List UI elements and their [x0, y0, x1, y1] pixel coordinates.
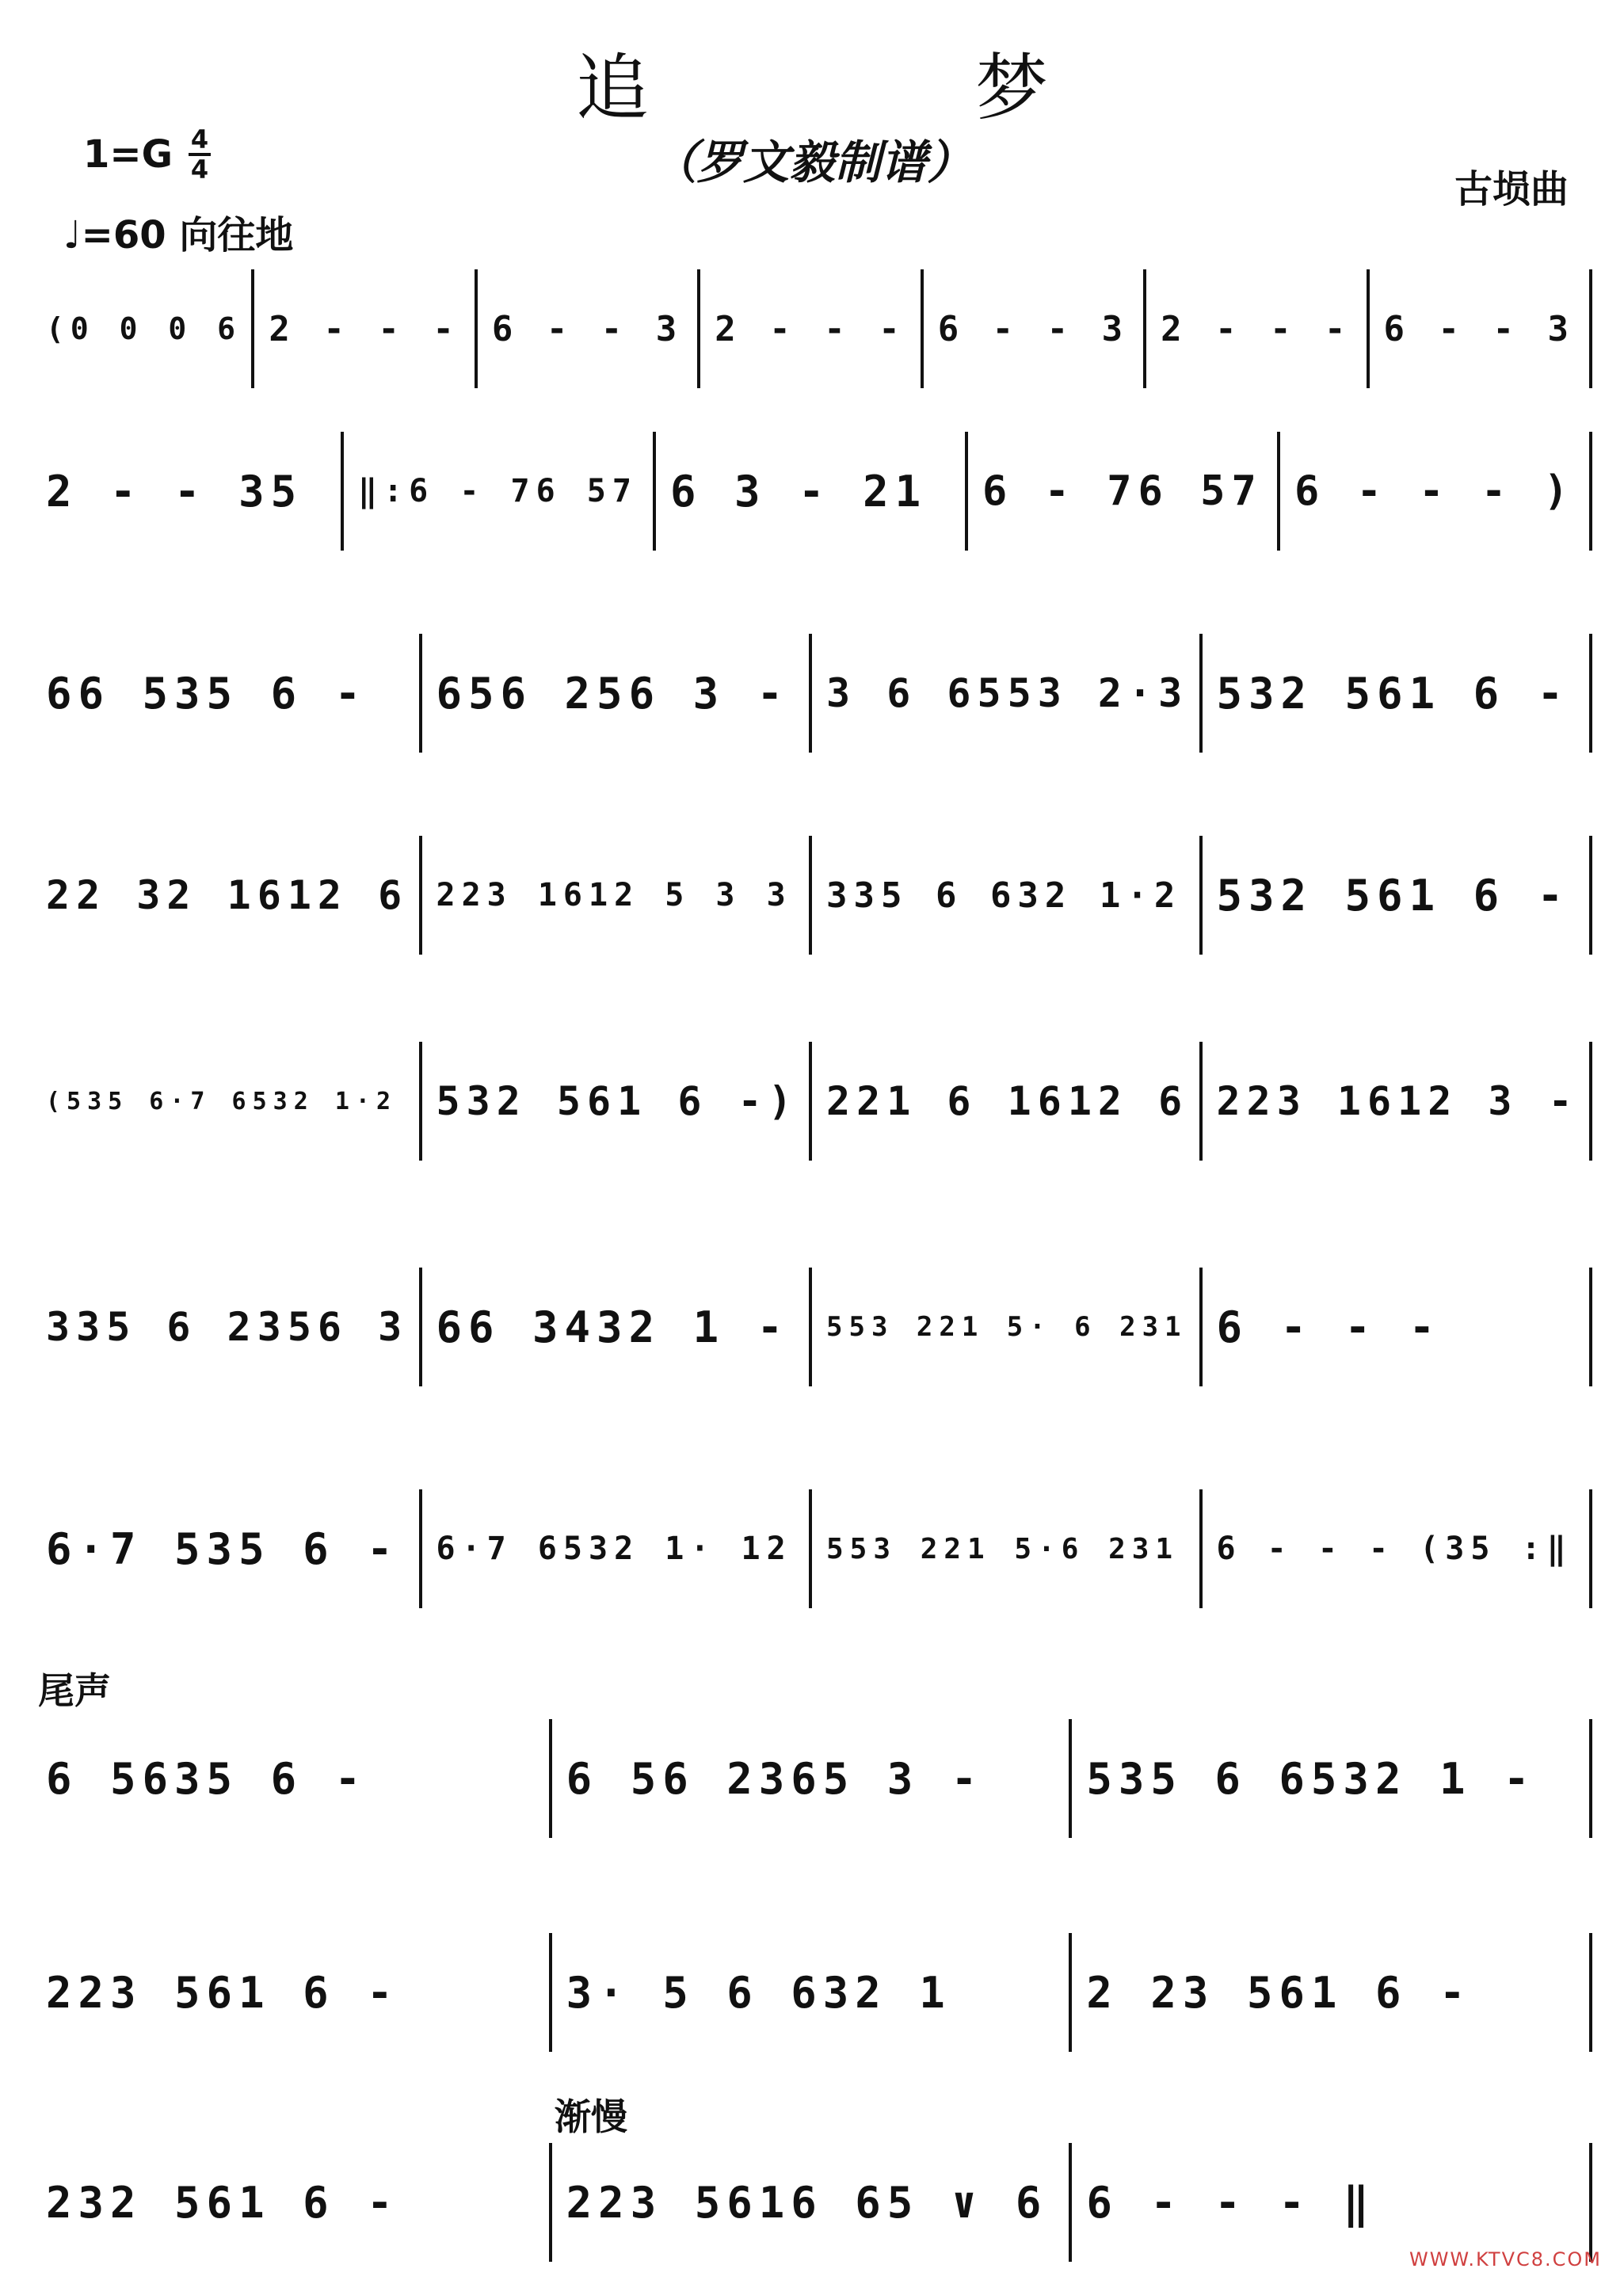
- measure-notes: 553 221 5· 6 231: [826, 1311, 1188, 1343]
- measure: [1203, 836, 1593, 955]
- measure: [422, 1042, 813, 1161]
- measure: [1072, 2143, 1592, 2262]
- measure-row: [32, 269, 1592, 388]
- composer: 古埙曲: [1454, 167, 1569, 212]
- score-system: [32, 1719, 1592, 1838]
- measure: [1203, 1489, 1593, 1608]
- measure-notes: 6 - - -: [1216, 1302, 1442, 1352]
- measure: [32, 1042, 422, 1161]
- score-system: [32, 432, 1592, 551]
- measure-notes: 335 6 2356 3: [46, 1304, 409, 1350]
- measure: [552, 1933, 1073, 2052]
- measure-row: [32, 1268, 1592, 1386]
- measure-notes: 2 - - -: [715, 308, 906, 349]
- measure-notes: (0 0 0 6: [46, 311, 242, 346]
- measure: [812, 1042, 1203, 1161]
- measure-notes: 2 - - -: [269, 308, 460, 349]
- measure: [552, 2143, 1073, 2262]
- measure-notes: 223 5616 65 ∨ 6: [566, 2177, 1048, 2228]
- score-system: [32, 1268, 1592, 1386]
- measure: [700, 269, 923, 388]
- measure-notes: 335 6 632 1·2: [826, 875, 1182, 916]
- measure-row: [32, 432, 1592, 551]
- measure-notes: 656 256 3 -: [436, 668, 790, 719]
- measure: [1072, 1933, 1592, 2052]
- measure-notes: 3 6 6553 2·3: [826, 670, 1189, 716]
- measure: [32, 269, 254, 388]
- watermark: WWW.KTVC8.COM: [1409, 2248, 1602, 2270]
- measure-row: [32, 2143, 1592, 2262]
- measure-notes: 2 - - 35: [46, 466, 303, 517]
- measure: [1203, 634, 1593, 753]
- measure: [32, 1489, 422, 1608]
- measure-notes: 553 221 5·6 231: [826, 1532, 1180, 1565]
- measure-row: [32, 836, 1592, 955]
- measure: [812, 1489, 1203, 1608]
- score-system: [32, 836, 1592, 955]
- measure: [1146, 269, 1369, 388]
- measure: [656, 432, 968, 551]
- measure-row: [32, 634, 1592, 753]
- ritardando-label: 渐慢: [555, 2095, 627, 2138]
- measure: [32, 1268, 422, 1386]
- measure: [32, 2143, 552, 2262]
- time-bottom: 4: [190, 154, 209, 185]
- measure-notes: 221 6 1612 6: [826, 1078, 1189, 1124]
- measure: [812, 836, 1203, 955]
- measure: [1280, 432, 1592, 551]
- measure: [422, 1489, 813, 1608]
- measure: [812, 634, 1203, 753]
- measure: [1203, 1042, 1593, 1161]
- measure: [254, 269, 477, 388]
- measure: [422, 634, 813, 753]
- measure: [32, 1719, 552, 1838]
- tempo-marking: ♩=60 向往地: [63, 213, 294, 257]
- measure-notes: 532 561 6 -): [436, 1078, 799, 1124]
- measure-row: [32, 1719, 1592, 1838]
- measure-notes: 6 - 76 57: [982, 467, 1263, 515]
- page-title: 追 梦: [575, 46, 1175, 131]
- measure-notes: 232 561 6 -: [46, 2177, 399, 2228]
- measure-notes: 6 - - - ): [1294, 467, 1575, 515]
- measure-notes: 6 - - - (35 :‖: [1216, 1531, 1573, 1567]
- measure-notes: 223 1612 3 -: [1216, 1078, 1579, 1124]
- measure-notes: 22 32 1612 6: [46, 872, 409, 918]
- measure-notes: 532 561 6 -: [1216, 870, 1570, 921]
- score-system: [32, 1042, 1592, 1161]
- measure-notes: 6 3 - 21: [670, 466, 928, 517]
- measure-notes: 2 23 561 6 -: [1086, 1967, 1472, 2018]
- time-signature: [189, 124, 211, 185]
- key-signature: [83, 124, 211, 185]
- time-top: 4: [190, 124, 209, 154]
- measure-notes: 6 - - 3: [937, 308, 1130, 349]
- measure: [32, 634, 422, 753]
- measure-notes: 6 56 2365 3 -: [566, 1753, 984, 1804]
- score-system: [32, 1933, 1592, 2052]
- score-system: [32, 2143, 1592, 2262]
- measure-notes: 532 561 6 -: [1216, 668, 1570, 719]
- measure: [924, 269, 1146, 388]
- measure: [478, 269, 700, 388]
- key-label: 1=G: [83, 132, 173, 177]
- measure-notes: 66 535 6 -: [46, 668, 368, 719]
- measure-notes: 6·7 6532 1· 12: [436, 1531, 792, 1567]
- measure-notes: 223 1612 5 3 3: [436, 877, 792, 913]
- coda-label: 尾声: [38, 1669, 111, 1712]
- measure: [32, 836, 422, 955]
- measure: [32, 432, 344, 551]
- score-system: [32, 1489, 1592, 1608]
- subtitle: （罗文毅制谱）: [650, 135, 973, 189]
- measure: [552, 1719, 1073, 1838]
- measure: [422, 1268, 813, 1386]
- measure-notes: 66 3432 1 -: [436, 1302, 790, 1352]
- measure: [1203, 1268, 1593, 1386]
- measure-notes: 6 5635 6 -: [46, 1753, 368, 1804]
- measure-notes: 3· 5 6 632 1: [566, 1967, 951, 2018]
- measure: [1072, 1719, 1592, 1838]
- measure-notes: (535 6·7 6532 1·2: [46, 1087, 398, 1115]
- measure-notes: ‖:6 - 76 57: [358, 473, 638, 509]
- measure-notes: 6 - - 3: [1383, 308, 1575, 349]
- measure-row: [32, 1042, 1592, 1161]
- measure-notes: 6·7 535 6 -: [46, 1523, 399, 1574]
- score-system: [32, 634, 1592, 753]
- measure: [1370, 269, 1592, 388]
- measure-row: [32, 1489, 1592, 1608]
- measure-notes: 6 - - - ‖: [1086, 2177, 1375, 2228]
- measure: [32, 1933, 552, 2052]
- measure-notes: 223 561 6 -: [46, 1967, 399, 2018]
- measure: [968, 432, 1280, 551]
- measure-row: [32, 1933, 1592, 2052]
- measure: [422, 836, 813, 955]
- measure-notes: 535 6 6532 1 -: [1086, 1753, 1536, 1804]
- measure-notes: 6 - - 3: [491, 308, 684, 349]
- measure: [812, 1268, 1203, 1386]
- measure: [344, 432, 656, 551]
- score-system: [32, 269, 1592, 388]
- measure-notes: 2 - - -: [1161, 308, 1352, 349]
